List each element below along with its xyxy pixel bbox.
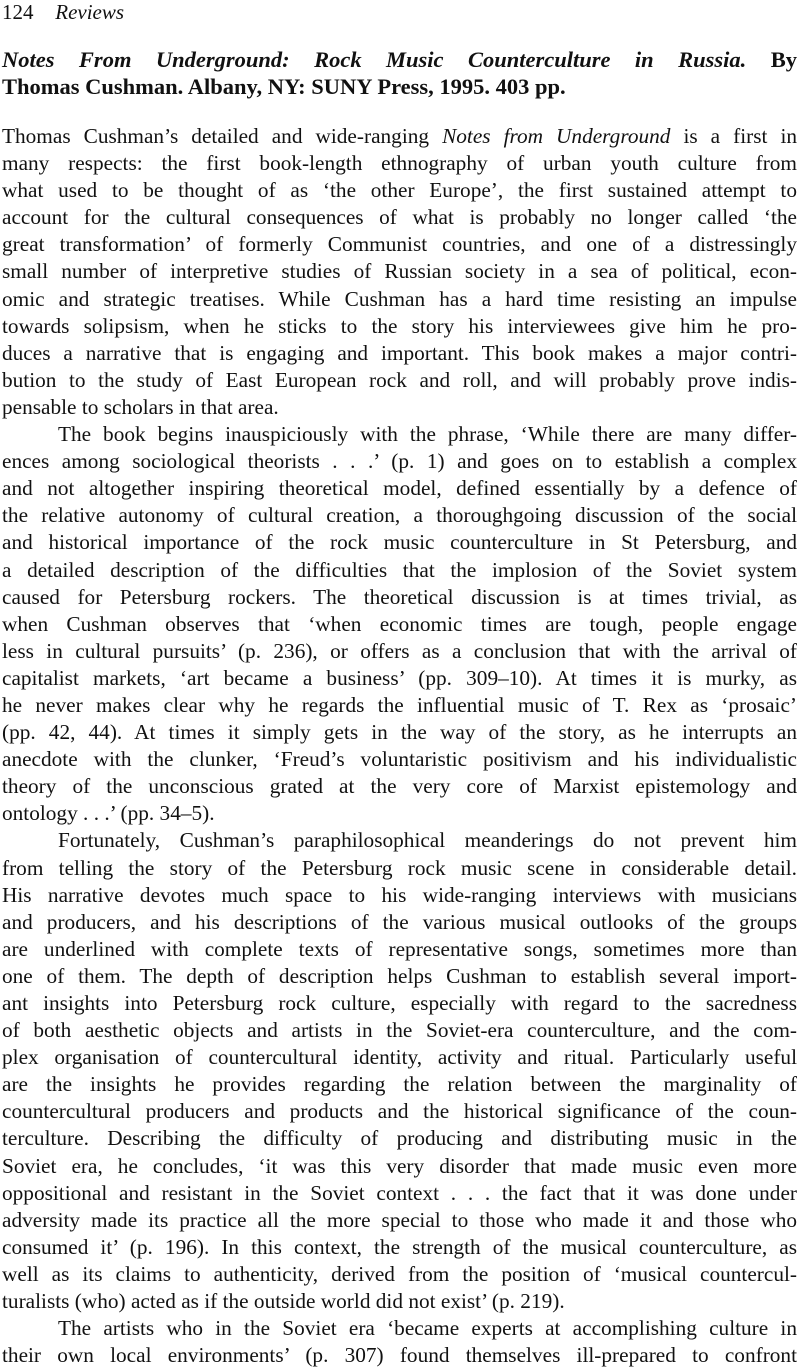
- review-body: [2, 123, 797, 1369]
- text-line: caused for Petersburg rockers. The theoretical discussion is at times trivial, as: [2, 584, 797, 609]
- title-line-2: Thomas Cushman. Albany, NY: SUNY Press, 1995. 403 pp.: [2, 74, 566, 99]
- paragraph-1: [2, 123, 797, 421]
- text-line: oppositional and resistant in the Soviet context . . . the fact that it was done under: [2, 1180, 797, 1205]
- text-line: ontology . . .’ (pp. 34–5).: [2, 801, 215, 826]
- text-line: adversity made its practice all the more special to those who made it and those who: [2, 1207, 797, 1232]
- text-line: when Cushman observes that ‘when economic times are tough, people engage: [2, 611, 797, 636]
- text-line: The book begins inauspiciously with the phrase, ‘While there are many differ-: [58, 422, 797, 447]
- text-line: and historical importance of the rock music counterculture in St Petersburg, and: [2, 530, 797, 555]
- text-line: great transformation’ of formerly Communist countries, and one of a distressingly: [2, 232, 797, 257]
- text-line: their own local environments’ (p. 307) found themselves ill-prepared to confront: [2, 1343, 797, 1368]
- text-line: less in cultural pursuits’ (p. 236), or offers as a conclusion that with the arrival of: [2, 638, 797, 663]
- book-title: Notes From Underground: Rock Music Counterculture in Russia.: [2, 47, 747, 72]
- text-line: and not altogether inspiring theoretical model, defined essentially by a defence of: [2, 476, 797, 501]
- text-line: Thomas Cushman’s detailed and wide-ranging Notes from Underground is a first in: [2, 124, 797, 148]
- text-line: from telling the story of the Petersburg rock music scene in considerable detail.: [2, 855, 797, 880]
- text-line: towards solipsism, when he sticks to the story his interviewees give him he pro-: [2, 313, 797, 338]
- book-title-inline: Notes from Underground: [442, 124, 671, 148]
- text-line: account for the cultural consequences of what is probably no longer called ‘the: [2, 205, 797, 230]
- text-line: The artists who in the Soviet era ‘became experts at accomplishing culture in: [58, 1316, 797, 1341]
- text-line: consumed it’ (p. 196). In this context, the strength of the musical counterculture, as: [2, 1234, 797, 1259]
- text-line: plex organisation of countercultural identity, activity and ritual. Particularly useful: [2, 1045, 797, 1070]
- section-title: Reviews: [55, 0, 125, 24]
- title-line-1: [2, 46, 797, 73]
- text-line: Soviet era, he concludes, ‘it was this very disorder that made music even more: [2, 1153, 797, 1178]
- text-line: small number of interpretive studies of Russian society in a sea of political, econ-: [2, 259, 797, 284]
- text-line: pensable to scholars in that area.: [2, 394, 279, 419]
- running-head: [2, 0, 124, 24]
- text-line: His narrative devotes much space to his wide-ranging interviews with musicians: [2, 882, 797, 907]
- text-line: ences among sociological theorists . . .’ (p. 1) and goes on to establish a complex: [2, 449, 797, 474]
- text-line: duces a narrative that is engaging and important. This book makes a major contri-: [2, 340, 797, 365]
- text-line: he never makes clear why he regards the influential music of T. Rex as ‘prosaic’: [2, 692, 797, 717]
- text-line: ant insights into Petersburg rock culture, especially with regard to the sacredness: [2, 991, 797, 1015]
- text-line: are the insights he provides regarding the relation between the marginality of: [2, 1072, 797, 1097]
- text-line: bution to the study of East European rock and roll, and will probably prove indis-: [2, 367, 797, 392]
- text-line: theory of the unconscious grated at the very core of Marxist epistemology and: [2, 774, 797, 799]
- text-line: and producers, and his descriptions of the various musical outlooks of the groups: [2, 909, 797, 934]
- text-line: many respects: the first book-length ethnography of urban youth culture from: [2, 151, 797, 176]
- text-line: a detailed description of the difficulties that the implosion of the Soviet system: [2, 557, 797, 582]
- text-line: well as its claims to authenticity, derived from the position of ‘musical countercul-: [2, 1261, 797, 1286]
- text-line: omic and strategic treatises. While Cushman has a hard time resisting an impulse: [2, 286, 797, 311]
- text-line: terculture. Describing the difficulty of producing and distributing music in the: [2, 1126, 797, 1151]
- text-line: the relative autonomy of cultural creation, a thoroughgoing discussion of the social: [2, 503, 797, 528]
- text-line: Fortunately, Cushman’s paraphilosophical meanderings do not prevent him: [58, 828, 797, 853]
- text-line: (pp. 42, 44). At times it simply gets in the way of the story, as he interrupts an: [2, 720, 797, 745]
- text-line: capitalist markets, ‘art became a business’ (pp. 309–10). At times it is murky, as: [2, 665, 797, 690]
- page-number: 124: [2, 0, 34, 24]
- title-by: By: [746, 47, 797, 72]
- text-line: turalists (who) acted as if the outside world did not exist’ (p. 219).: [2, 1289, 565, 1314]
- text-line: what used to be thought of as ‘the other Europe’, the first sustained attempt to: [2, 178, 797, 203]
- paragraph-3: [2, 827, 797, 1315]
- paragraph-2: [2, 421, 797, 827]
- text-line: are underlined with complete texts of representative songs, sometimes more than: [2, 936, 797, 961]
- review-title: [2, 46, 797, 100]
- text-line: one of them. The depth of description helps Cushman to establish several import-: [2, 963, 797, 988]
- text-line: of both aesthetic objects and artists in the Soviet-era counterculture, and the com-: [2, 1018, 797, 1043]
- text-line: countercultural producers and products and the historical significance of the coun-: [2, 1099, 797, 1124]
- text-line: anecdote with the clunker, ‘Freud’s voluntaristic positivism and his individualistic: [2, 747, 797, 772]
- paragraph-4: [2, 1315, 797, 1369]
